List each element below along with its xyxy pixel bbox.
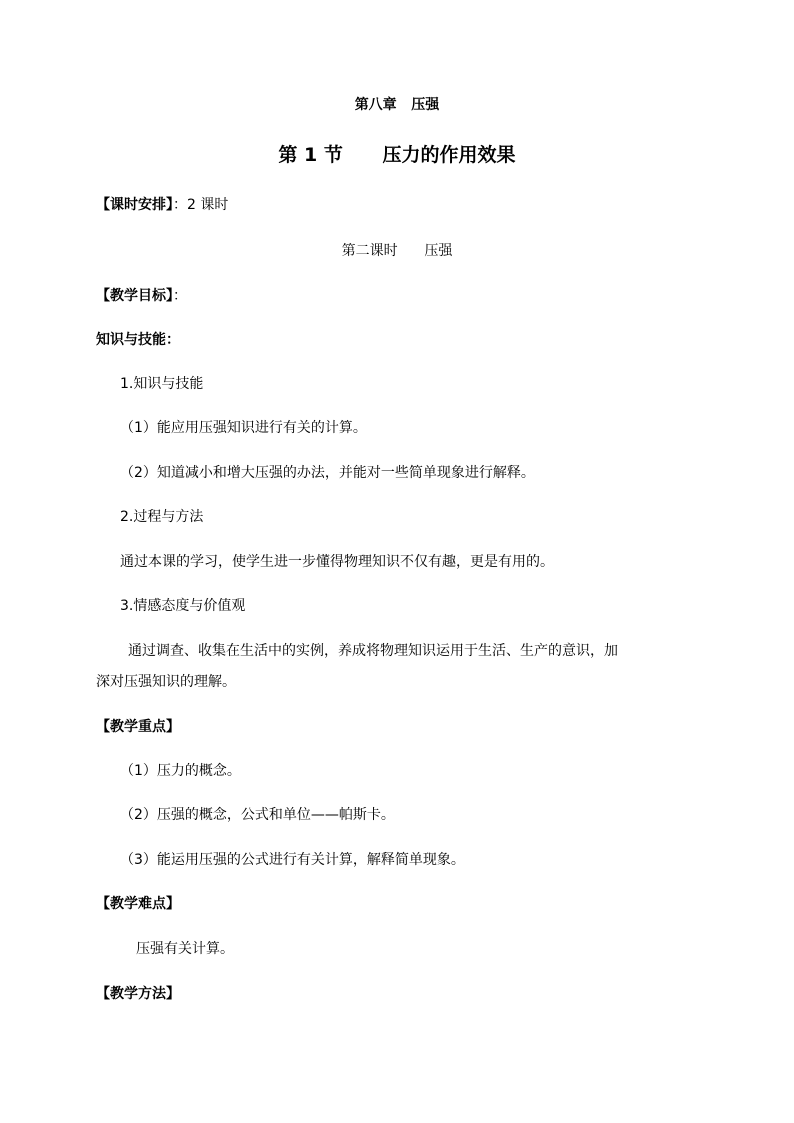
objectives-heading-suffix: ： xyxy=(173,288,187,304)
objective-1b: （2）知道减小和增大压强的办法，并能对一些简单现象进行解释。 xyxy=(120,465,535,481)
key-point-3: （3）能运用压强的公式进行有关计算，解释简单现象。 xyxy=(120,852,465,868)
key-point-2: （2）压强的概念，公式和单位——帕斯卡。 xyxy=(120,807,395,823)
schedule-line xyxy=(96,196,228,214)
schedule-label: 【课时安排】 xyxy=(96,197,173,213)
section-title: 第 1 节 压力的作用效果 xyxy=(278,144,516,166)
difficulties-heading: 【教学难点】 xyxy=(96,896,180,912)
objective-2-title: 2.过程与方法 xyxy=(120,509,204,525)
objectives-heading-line xyxy=(96,287,187,305)
objectives-heading: 【教学目标】 xyxy=(96,288,173,304)
chapter-title: 第八章 压强 xyxy=(354,97,440,113)
lesson-title: 第二课时 压强 xyxy=(341,243,453,259)
knowledge-heading: 知识与技能： xyxy=(96,332,180,348)
key-point-1: （1）压力的概念。 xyxy=(120,763,241,779)
schedule-value: ：2 课时 xyxy=(173,197,229,213)
methods-heading: 【教学方法】 xyxy=(96,986,180,1002)
key-points-heading: 【教学重点】 xyxy=(96,719,180,735)
objective-3-title: 3.情感态度与价值观 xyxy=(120,598,246,614)
objective-3-line2: 深对压强知识的理解。 xyxy=(96,674,236,690)
difficulties-text: 压强有关计算。 xyxy=(136,941,234,957)
objective-2-text: 通过本课的学习，使学生进一步懂得物理知识不仅有趣，更是有用的。 xyxy=(120,554,554,570)
objective-3-line1: 通过调查、收集在生活中的实例，养成将物理知识运用于生活、生产的意识，加 xyxy=(128,643,618,659)
objective-1a: （1）能应用压强知识进行有关的计算。 xyxy=(120,420,367,436)
objective-1-title: 1.知识与技能 xyxy=(120,376,204,392)
